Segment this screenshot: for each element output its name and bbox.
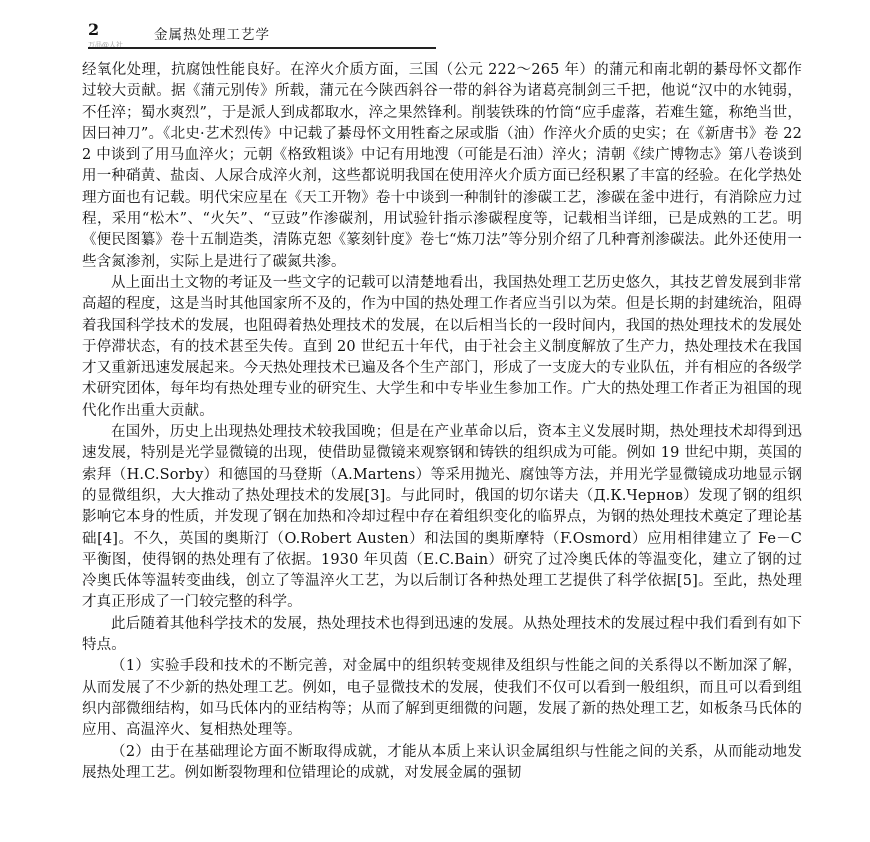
library-stamp: 万品@人社 <box>88 41 123 49</box>
paragraph-4: 此后随着其他科学技术的发展，热处理技术也得到迅速的发展。从热处理技术的发展过程中我们看到有如下特点。 <box>82 615 802 654</box>
page-number: 2 <box>88 20 100 39</box>
paragraph-3: 在国外，历史上出现热处理技术较我国晚；但是在产业革命以后，资本主义发展时期，热处理技术却得到迅速发展，特别是光学显微镜的出现，使借助显微镜来观察钢和铸铁的组织成为可能。例如 19 世纪中期，英国的索拜（H.C.Sorby）和德国的马登斯（A.Martens）等采用抛光、腐蚀等方法，并用光学显微镜成功地显示钢的显微组织，大大推动了热处理技术的发展[3]。与此同时，俄国的切尔诺夫（Д.К.Чернов）发现了钢的组织影响它本身的性质，并发现了钢在加热和冷却过程中存在着组织变化的临界点，为钢的热处理技术奠定了理论基础[4]。不久，英国的奥斯汀（O.Robert Austen）和法国的奥斯摩特（F.Osmord）应用相律建立了 Fe－C 平衡图，使得钢的热处理有了依据。1930 年贝茵（E.C.Bain）研究了过冷奥氏体的等温变化，建立了钢的过冷奥氏体等温转变曲线，创立了等温淬火工艺，为以后制订各种热处理工艺提供了科学依据[5]。至此，热处理才真正形成了一门较完整的科学。 <box>82 424 802 611</box>
body-text <box>82 60 802 784</box>
paragraph-5: （1）实验手段和技术的不断完善，对金属中的组织转变规律及组织与性能之间的关系得以不断加深了解，从而发展了不少新的热处理工艺。例如，电子显微技术的发展，使我们不仅可以看到一般组织，而且可以看到组织内部微细结构，如马氏体内的亚结构等；从而了解到更细微的问题，发展了新的热处理工艺，如板条马氏体的应用、高温淬火、复相热处理等。 <box>82 658 802 739</box>
paragraph-2: 从上面出土文物的考证及一些文字的记载可以清楚地看出，我国热处理工艺历史悠久，其技艺曾发展到非常高超的程度，这是当时其他国家所不及的，作为中国的热处理工作者应当引以为荣。但是长期的封建统治，阻碍着我国科学技术的发展，也阻碍着热处理技术的发展，在以后相当长的一段时间内，我国的热处理技术的发展处于停滞状态，有的技术甚至失传。直到 20 世纪五十年代，由于社会主义制度解放了生产力，热处理技术在我国才又重新迅速发展起来。今天热处理技术已遍及各个生产部门，形成了一支庞大的专业队伍，并有相应的各级学术研究团体，每年均有热处理专业的研究生、大学生和中专毕业生参加工作。广大的热处理工作者正为祖国的现代化作出重大贡献。 <box>82 274 802 419</box>
page-header <box>88 20 836 49</box>
book-title: 金属热处理工艺学 <box>154 27 270 43</box>
header-rule <box>88 47 436 49</box>
paragraph-1: 经氧化处理，抗腐蚀性能良好。在淬火介质方面，三国（公元 222～265 年）的蒲元和南北朝的綦母怀文都作过较大贡献。据《蒲元别传》所载，蒲元在今陕西斜谷一带的斜谷为诸葛亮制剑三千把，他说“汉中的水钝弱，不任淬；蜀水爽烈”，于是派人到成都取水，淬之果然锋利。削装铁珠的竹筒“应手虚落，若难生筵，称绝当世，因曰神刀”。《北史·艺术烈传》中记载了綦母怀文用牲畜之尿或脂（油）作淬火介质的史实；在《新唐书》卷 222 中谈到了用马血淬火；元朝《格致粗谈》中记有用地溲（可能是石油）淬火；清朝《续广博物志》第八卷谈到用一种硝黄、盐卤、人尿合成淬火剂，这些都说明我国在使用淬火介质方面已经积累了丰富的经验。在化学热处理方面也有记载。明代宋应星在《天工开物》卷十中谈到一种制针的渗碳工艺，渗碳在釜中进行，有消除应力过程，采用“松木”、“火矢”、“豆豉”作渗碳剂，用试验针指示渗碳程度等，记载相当详细，已是成熟的工艺。明《便民图纂》卷十五制造类，清陈克恕《篆刻针度》卷七“炼刀法”等分别介绍了几种膏剂渗碳法。此外还使用一些含氮渗剂，实际上是进行了碳氮共渗。 <box>82 62 802 270</box>
paragraph-6: （2）由于在基础理论方面不断取得成就，才能从本质上来认识金属组织与性能之间的关系，从而能动地发展热处理工艺。例如断裂物理和位错理论的成就，对发展金属的强韧 <box>82 743 802 781</box>
